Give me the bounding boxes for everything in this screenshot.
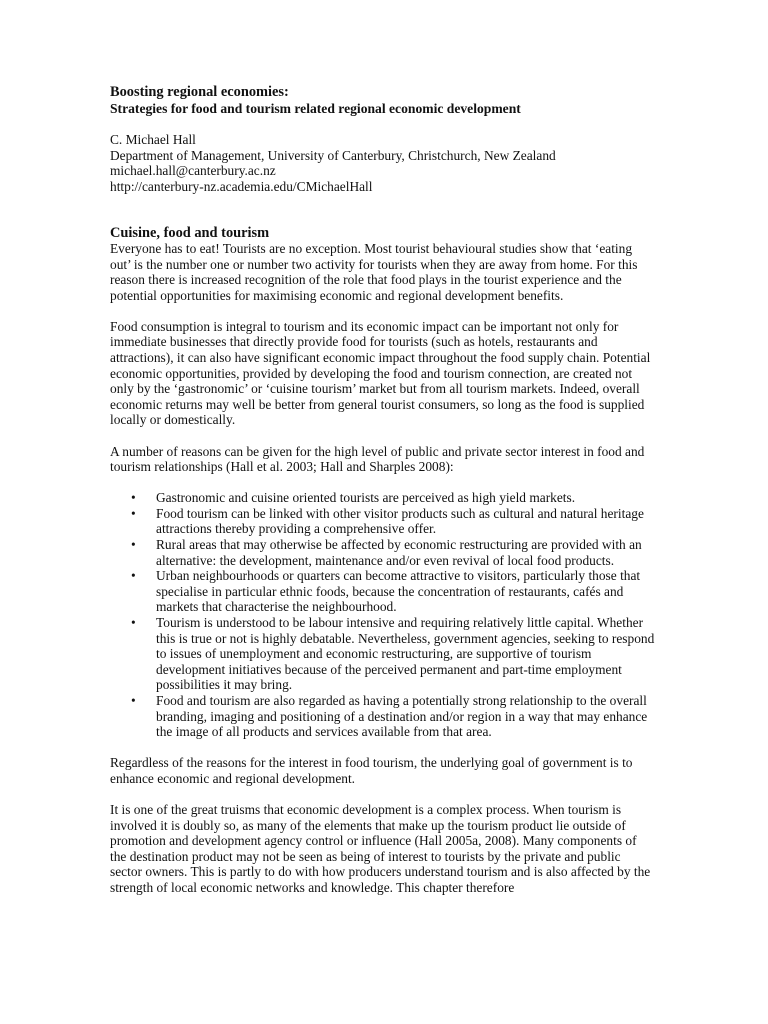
bullet-icon: • (131, 614, 136, 630)
list-item (131, 692, 655, 740)
author-name: C. Michael Hall (110, 132, 196, 147)
list-item-text: Food tourism can be linked with other visitor products such as cultural and natural heritage attractions thereby providing a comprehensive offer. (156, 505, 644, 537)
paragraph-5: It is one of the great truisms that economic development is a complex process. When tourism is involved it is doubly so, as many of the elements that make up the tourism product lie outside of promotion and development agency control or influence (Hall 2005a, 2008). Many components of the destination product may not be seen as being of interest to tourists by the private and public sector owners. This is partly to do with how producers understand tourism and is also affected by the strength of local economic networks and knowledge. This chapter therefore (110, 801, 651, 895)
paragraph-3: A number of reasons can be given for the high level of public and private sector interest in food and tourism relationships (Hall et al. 2003; Hall and Sharples 2008): (110, 443, 645, 475)
bullet-icon: • (131, 490, 136, 506)
list-item (131, 614, 655, 693)
list-item-text: Gastronomic and cuisine oriented tourists are perceived as high yield markets. (156, 490, 576, 506)
list-item (131, 490, 655, 506)
section-heading: Cuisine, food and tourism (110, 225, 270, 241)
list-item (131, 568, 655, 615)
bullet-icon: • (131, 537, 136, 552)
document-title: Boosting regional economies: (110, 84, 289, 100)
author-affiliation: Department of Management, University of Canterbury, Christchurch, New Zealand (110, 147, 556, 163)
list-item (131, 537, 655, 568)
author-url: http://canterbury-nz.academia.edu/CMichaelHall (110, 178, 373, 194)
bullet-list (110, 490, 655, 740)
list-item (131, 505, 655, 537)
bullet-icon: • (131, 568, 136, 584)
document-page (110, 84, 655, 911)
paragraph-4: Regardless of the reasons for the interest in food tourism, the underlying goal of government is to enhance economic and regional development. (110, 755, 633, 786)
author-block (110, 132, 655, 194)
document-subtitle: Strategies for food and tourism related regional economic development (110, 101, 521, 116)
list-item-text: Tourism is understood to be labour intensive and requiring relatively little capital. Whether this is true or not is highly debatable. Nevertheless, government agencies, seeking to respond to issues of unemployment and economic restructuring, are supportive of tourism development initiatives because of the perceived permanent and part-time employment possibilities it may bring. (156, 614, 655, 693)
paragraph-1: Everyone has to eat! Tourists are no exception. Most tourist behavioural studies show that ‘eating out’ is the number one or number two activity for tourists when they are away from home. For this reason there is increased recognition of the role that food plays in the tourist experience and the potential opportunities for maximising economic and regional development benefits. (110, 241, 638, 303)
bullet-icon: • (131, 505, 136, 521)
author-email: michael.hall@canterbury.ac.nz (110, 163, 276, 178)
list-item-text: Urban neighbourhoods or quarters can become attractive to visitors, particularly those that specialise in particular ethnic foods, because the concentration of restaurants, cafés and markets that characterise the neighbourhood. (156, 568, 641, 615)
list-item-text: Rural areas that may otherwise be affected by economic restructuring are provided with an alternative: the development, maintenance and/or even revival of local food products. (156, 537, 642, 568)
bullet-icon: • (131, 692, 136, 708)
paragraph-2: Food consumption is integral to tourism and its economic impact can be important not only for immediate businesses that directly provide food for tourists (such as hotels, restaurants and attractions), it can also have significant economic impact throughout the food supply chain. Potential economic opportunities, provided by developing the food and tourism connection, are created not only by the ‘gastronomic’ or ‘cuisine tourism’ market but from all tourism markets. Indeed, overall economic returns may well be better from general tourist consumers, so long as the food is supplied locally or domestically. (110, 318, 651, 428)
list-item-text: Food and tourism are also regarded as having a potentially strong relationship to the overall branding, imaging and positioning of a destination and/or region in a way that may enhance the image of all products and services available from that area. (156, 692, 648, 740)
